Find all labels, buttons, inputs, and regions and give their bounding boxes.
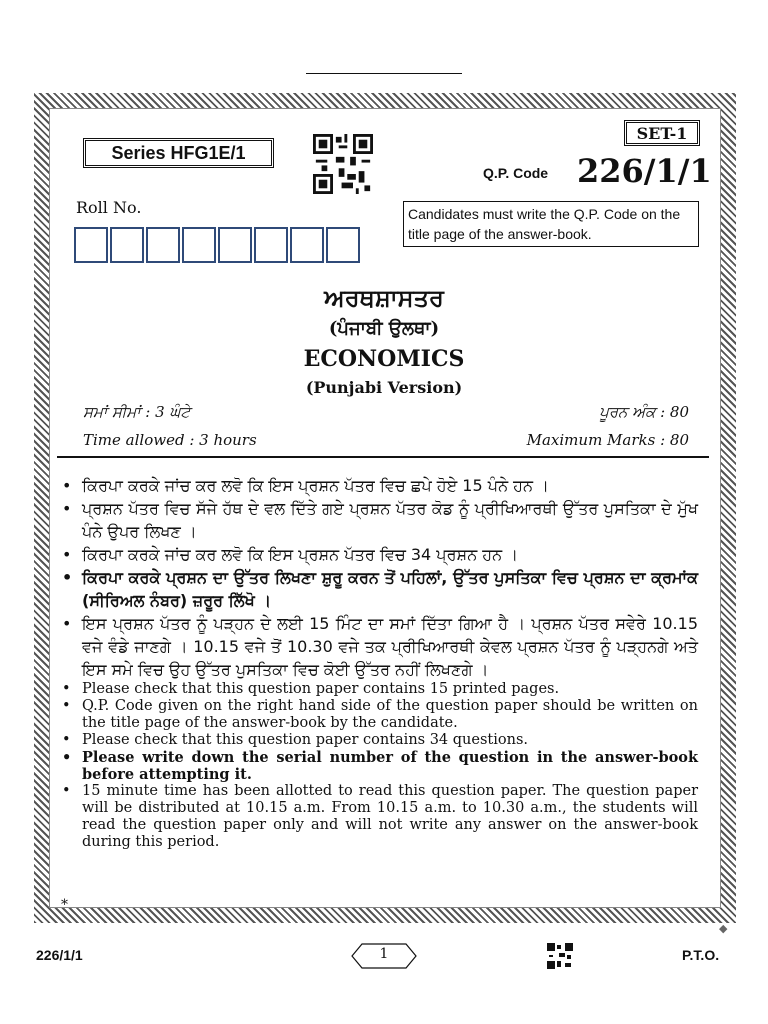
max-marks-english: Maximum Marks : 80 <box>526 431 689 449</box>
diamond-icon: ◆ <box>719 922 728 935</box>
qr-code-icon <box>312 134 374 194</box>
instruction-item: • ਇਸ ਪ੍ਰਸ਼ਨ ਪੱਤਰ ਨੂੰ ਪੜ੍ਹਨ ਦੇ ਲਈ 15 ਮਿੰਟ ਦਾ ਸਮਾਂ ਦਿੱਤਾ ਗਿਆ ਹੈ । ਪ੍ਰਸ਼ਨ ਪੱਤਰ ਸਵੇਰੇ 10.15 ਵਜੇ ਵੰਡੇ ਜਾਣਗੇ । 10.15 ਵਜੇ ਤੋਂ 10.30 ਵਜੇ ਤਕ ਪ੍ਰੀਖਿਆਰਥੀ ਕੇਵਲ ਪ੍ਰਸ਼ਨ ਪੱਤਰ ਨੂੰ ਪੜ੍ਹਨਗੇ ਅਤੇ ਇਸ ਸਮੇ ਵਿਚ ਉਹ ਉੱਤਰ ਪੁਸਤਿਕਾ ਵਿਚ ਕੋਈ ਉੱਤਰ ਨਹੀਂ ਲਿਖਣਗੇ । <box>58 612 698 681</box>
max-marks-punjabi: ਪੂਰਨ ਅੰਕ : 80 <box>599 403 689 421</box>
time-allowed-english: Time allowed : 3 hours <box>83 431 257 449</box>
footer-qp-code: 226/1/1 <box>36 947 83 963</box>
roll-no-digit-box[interactable] <box>290 227 324 263</box>
roll-no-digit-box[interactable] <box>110 227 144 263</box>
series-label: Series HFG1E/1 <box>83 138 274 168</box>
subject-title-english: ECONOMICS <box>303 346 465 372</box>
roll-no-digit-box[interactable] <box>326 227 360 263</box>
instruction-item: • Please check that this question paper contains 34 questions. <box>58 732 698 749</box>
roll-no-label: Roll No. <box>76 198 142 217</box>
subject-version-punjabi: (ਪੰਜਾਬੀ ਉਲਥਾ) <box>328 318 440 339</box>
subject-version-english: (Punjabi Version) <box>305 378 463 397</box>
instruction-item: • Please write down the serial number of the question in the answer-book before attempting it. <box>58 749 698 783</box>
top-rule <box>306 73 462 74</box>
subject-title-punjabi: ਅਰਥਸ਼ਾਸਤਰ <box>324 283 444 312</box>
star-mark: * <box>61 897 68 913</box>
qp-code-label: Q.P. Code <box>483 165 549 181</box>
roll-no-digit-box[interactable] <box>182 227 216 263</box>
page-number: 1 <box>379 946 389 962</box>
roll-no-digit-box[interactable] <box>254 227 288 263</box>
roll-no-boxes <box>74 227 362 263</box>
roll-no-digit-box[interactable] <box>146 227 180 263</box>
instruction-item: • ਪ੍ਰਸ਼ਨ ਪੱਤਰ ਵਿਚ ਸੱਜੇ ਹੱਥ ਦੇ ਵਲ ਦਿੱਤੇ ਗਏ ਪ੍ਰਸ਼ਨ ਪੱਤਰ ਕੋਡ ਨੂੰ ਪ੍ਰੀਖਿਆਰਥੀ ਉੱਤਰ ਪੁਸਤਿਕਾ ਦੇ ਮੁੱਖ ਪੰਨੇ ਉਪਰ ਲਿਖਣ । <box>58 497 698 543</box>
qp-code-notice: Candidates must write the Q.P. Code on the title page of the answer-book. <box>403 201 699 247</box>
instruction-item: • ਕਿਰਪਾ ਕਰਕੇ ਜਾਂਚ ਕਰ ਲਵੋ ਕਿ ਇਸ ਪ੍ਰਸ਼ਨ ਪੱਤਰ ਵਿਚ ਛਪੇ ਹੋਏ 15 ਪੰਨੇ ਹਨ । <box>58 474 698 497</box>
instruction-item: • 15 minute time has been allotted to read this question paper. The question paper will be distributed at 10.15 a.m. From 10.15 a.m. to 10.30 a.m., the students will read the question paper only and will not write any answer on the answer-book during this period. <box>58 783 698 851</box>
header-divider <box>57 456 709 458</box>
instruction-item: • Q.P. Code given on the right hand side of the question paper should be written on the title page of the answer-book by the candidate. <box>58 698 698 732</box>
instruction-item: • ਕਿਰਪਾ ਕਰਕੇ ਪ੍ਰਸ਼ਨ ਦਾ ਉੱਤਰ ਲਿਖਣਾ ਸ਼ੁਰੂ ਕਰਨ ਤੋਂ ਪਹਿਲਾਂ, ਉੱਤਰ ਪੁਸਤਿਕਾ ਵਿਚ ਪ੍ਰਸ਼ਨ ਦਾ ਕ੍ਰਮਾਂਕ (ਸੀਰਿਅਲ ਨੰਬਰ) ਜ਼ਰੂਰ ਲਿੱਖੋ । <box>58 566 698 612</box>
time-allowed-punjabi: ਸਮਾਂ ਸੀਮਾਂ : 3 ਘੰਟੇ <box>83 403 191 421</box>
instruction-item: • Please check that this question paper contains 15 printed pages. <box>58 681 698 698</box>
qr-code-small-icon <box>547 943 573 969</box>
set-label: SET-1 <box>624 120 700 146</box>
instructions-list <box>58 474 698 851</box>
roll-no-digit-box[interactable] <box>74 227 108 263</box>
instruction-item: • ਕਿਰਪਾ ਕਰਕੇ ਜਾਂਚ ਕਰ ਲਵੋ ਕਿ ਇਸ ਪ੍ਰਸ਼ਨ ਪੱਤਰ ਵਿਚ 34 ਪ੍ਰਸ਼ਨ ਹਨ । <box>58 543 698 566</box>
roll-no-digit-box[interactable] <box>218 227 252 263</box>
footer-pto: P.T.O. <box>682 947 720 963</box>
qp-code: 226/1/1 <box>577 152 712 190</box>
